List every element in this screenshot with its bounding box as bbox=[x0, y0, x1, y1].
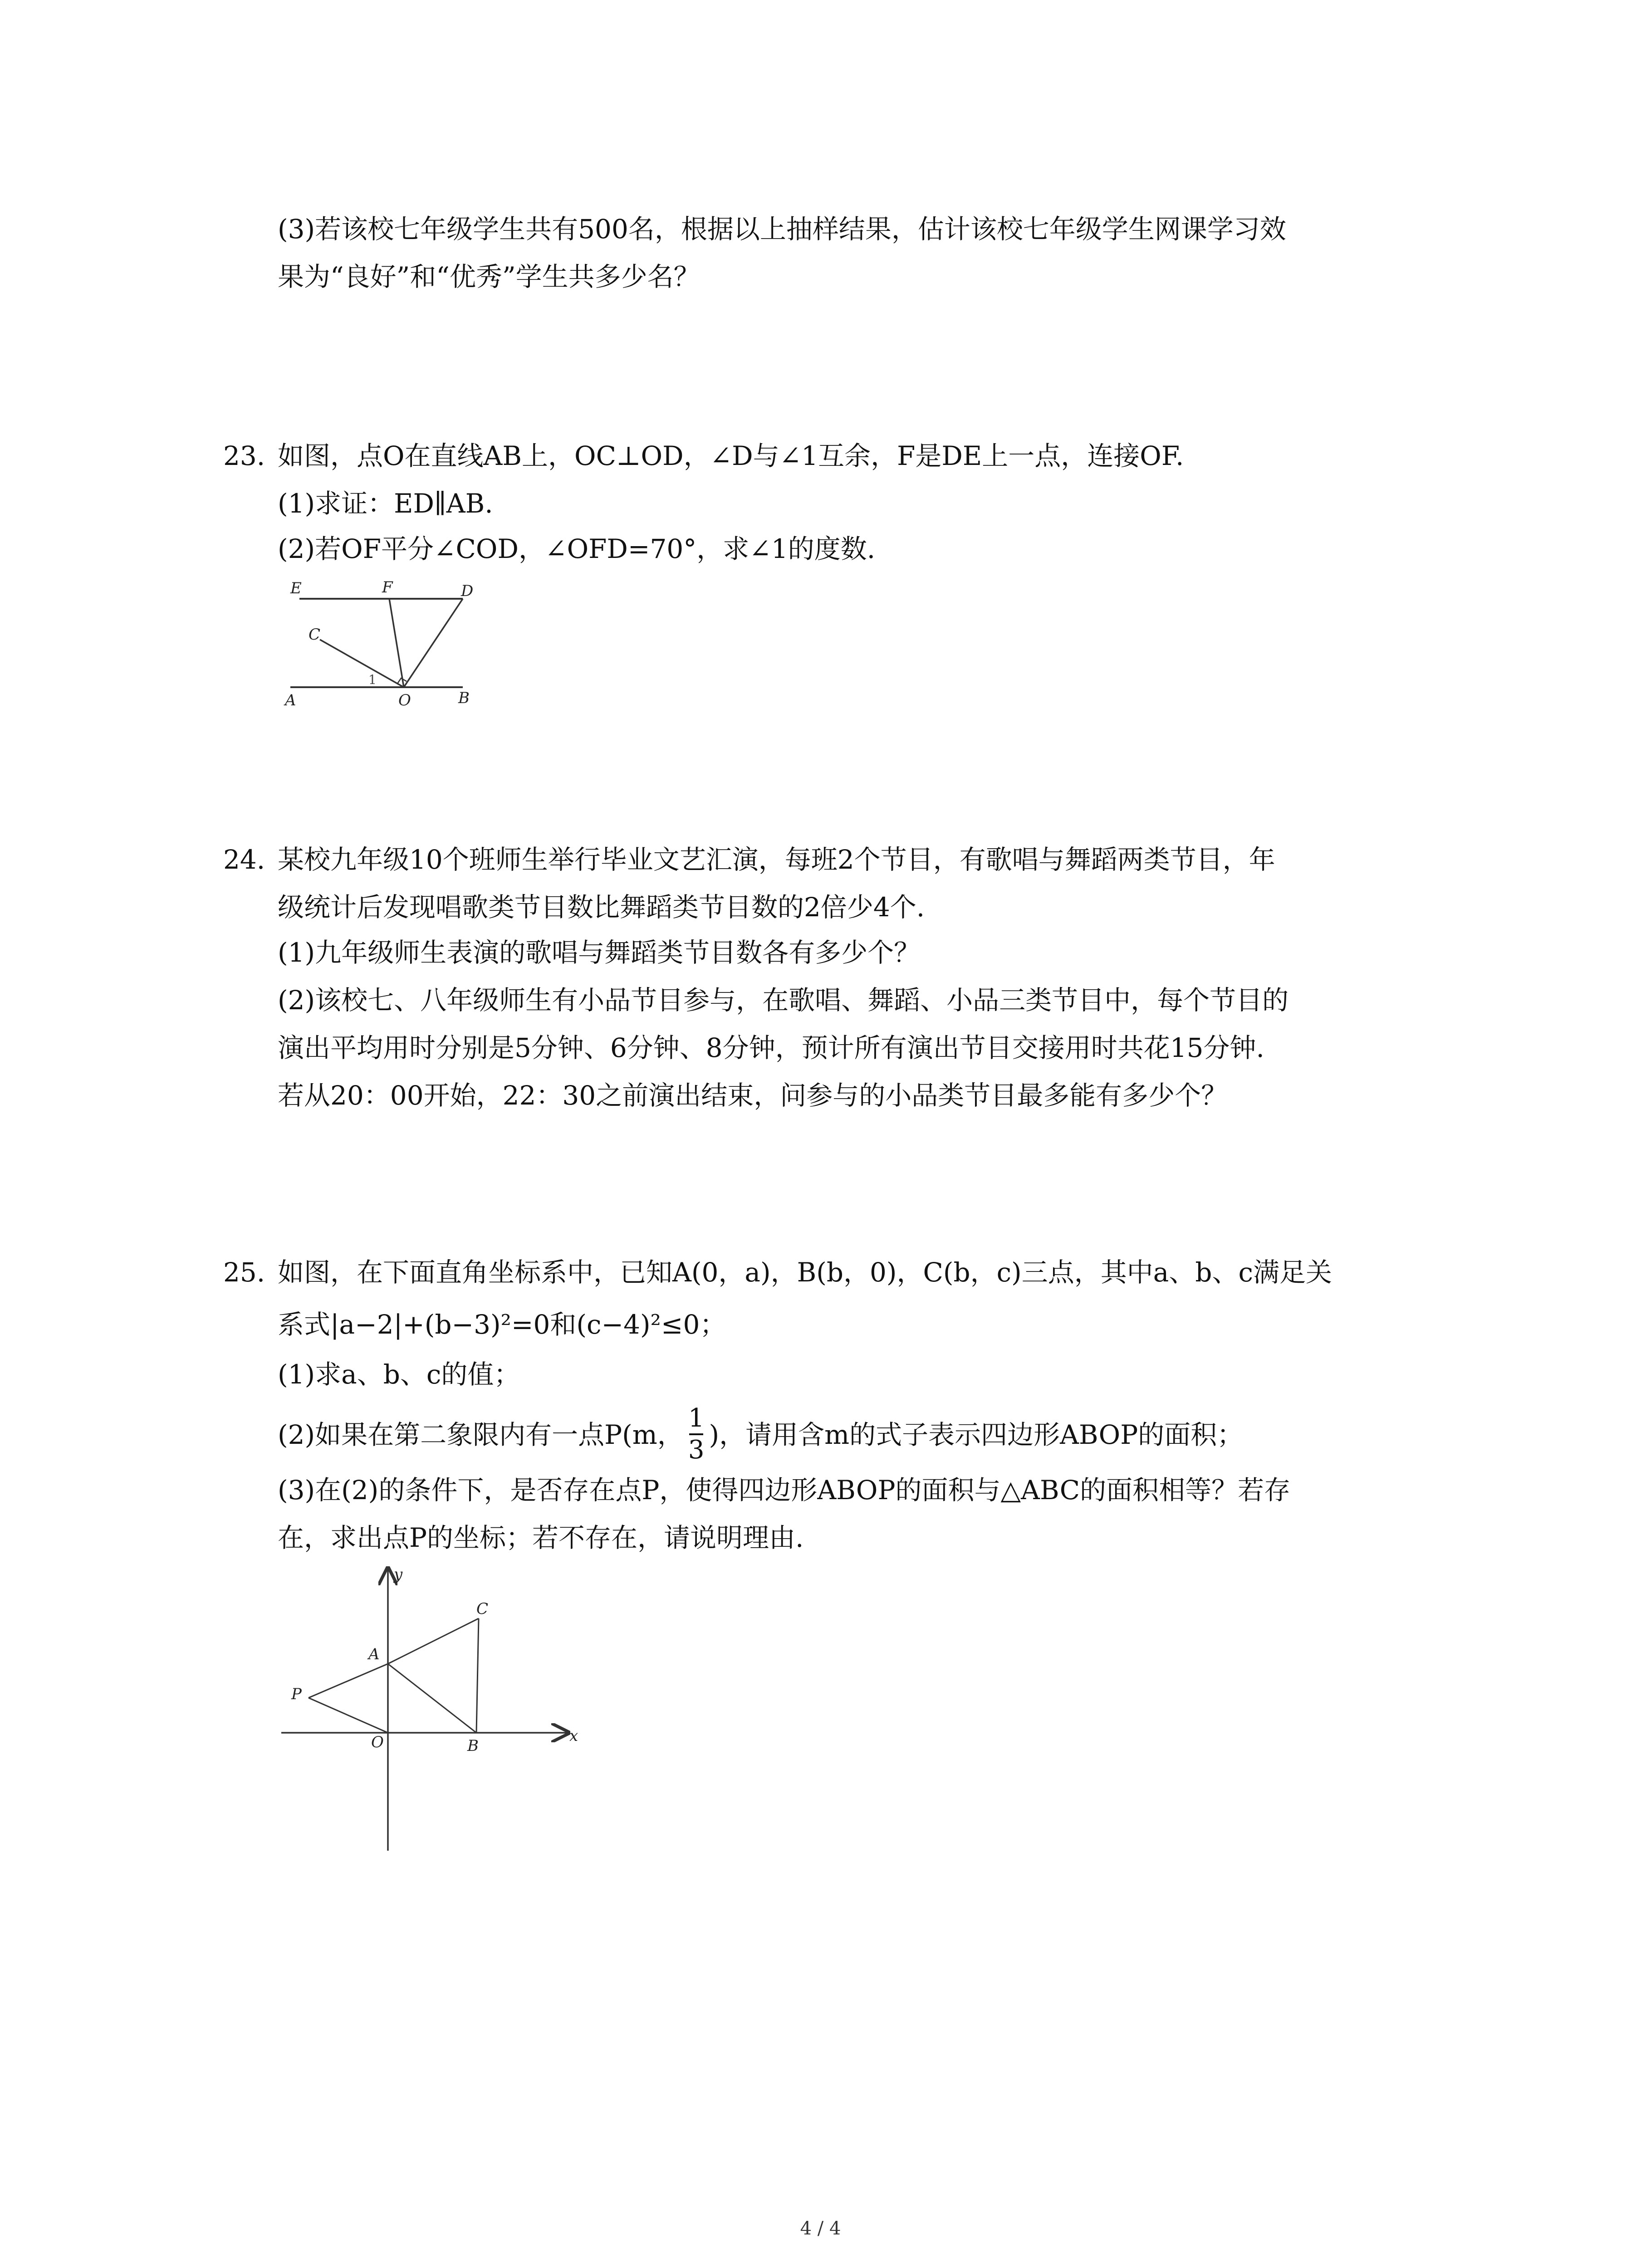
q24-part1: (1)九年级师生表演的歌唱与舞蹈类节目数各有多少个？ bbox=[278, 937, 921, 968]
q25-part2 bbox=[278, 1403, 1244, 1468]
q25-part3-line1: (3)在(2)的条件下，是否存在点P，使得四边形ABOP的面积与△ABC的面积相等？若存 bbox=[278, 1475, 1291, 1505]
fraction-one-third bbox=[688, 1403, 705, 1465]
q24-stem-line2: 级统计后发现唱歌类节目数比舞蹈类节目数的2倍少4个. bbox=[278, 892, 925, 923]
q25-stem-line2: 系式|a−2|+(b−3)²=0和(c−4)²≤0； bbox=[278, 1309, 726, 1340]
segment-OC bbox=[320, 640, 404, 687]
label-F: F bbox=[382, 578, 393, 596]
label-C: C bbox=[309, 626, 321, 644]
label-A: A bbox=[285, 691, 296, 709]
label-O: O bbox=[371, 1733, 384, 1751]
q23-part1: (1)求证：ED∥AB. bbox=[278, 488, 493, 519]
q24-part2-line3: 若从20：00开始，22：30之前演出结束，问参与的小品类节目最多能有多少个？ bbox=[278, 1080, 1228, 1111]
q22-part3-line2: 果为“良好”和“优秀”学生共多少名？ bbox=[278, 261, 700, 292]
label-D: D bbox=[461, 582, 474, 600]
segment-OF bbox=[389, 599, 404, 687]
q23-number: 23. bbox=[223, 440, 265, 471]
q25-part1: (1)求a、b、c的值； bbox=[278, 1359, 520, 1390]
q23-part2: (2)若OF平分∠COD，∠OFD=70°，求∠1的度数. bbox=[278, 533, 876, 564]
q25-part2-before: (2)如果在第二象限内有一点P(m， bbox=[278, 1419, 684, 1451]
segment-PO bbox=[309, 1698, 388, 1733]
q24-number: 24. bbox=[223, 844, 265, 875]
q25-number: 25. bbox=[223, 1257, 265, 1288]
q23-stem: 如图，点O在直线AB上，OC⊥OD，∠D与∠1互余，F是DE上一点，连接OF. bbox=[278, 440, 1184, 471]
page-number: 4 / 4 bbox=[800, 2218, 841, 2239]
q24-part2-line2: 演出平均用时分别是5分钟、6分钟、8分钟，预计所有演出节目交接用时共花15分钟. bbox=[278, 1032, 1264, 1063]
segment-AB bbox=[388, 1664, 476, 1733]
label-angle-1: 1 bbox=[368, 672, 377, 687]
label-O: O bbox=[398, 691, 411, 709]
q25-part2-after: )，请用含m的式子表示四边形ABOP的面积； bbox=[709, 1419, 1244, 1451]
segment-OD bbox=[404, 599, 463, 687]
fraction-numerator: 1 bbox=[688, 1403, 705, 1433]
label-B: B bbox=[458, 689, 470, 707]
fraction-denominator: 3 bbox=[688, 1435, 705, 1465]
segment-AC bbox=[388, 1618, 479, 1664]
segment-CB bbox=[476, 1618, 479, 1733]
label-C: C bbox=[476, 1600, 489, 1618]
q23-figure bbox=[272, 576, 481, 712]
q24-part2-line1: (2)该校七、八年级师生有小品节目参与，在歌唱、舞蹈、小品三类节目中，每个节目的 bbox=[278, 985, 1289, 1016]
label-B: B bbox=[467, 1737, 479, 1755]
label-A: A bbox=[368, 1645, 380, 1663]
label-x: x bbox=[569, 1727, 578, 1745]
q22-part3-line1: (3)若该校七年级学生共有500名，根据以上抽样结果，估计该校七年级学生网课学习效 bbox=[278, 214, 1286, 244]
q25-part3-line2: 在，求出点P的坐标；若不存在，请说明理由. bbox=[278, 1522, 804, 1553]
segment-PA bbox=[309, 1664, 388, 1698]
q25-stem-line1: 如图，在下面直角坐标系中，已知A(0，a)，B(b，0)，C(b，c)三点，其中a、b、c满足关 bbox=[278, 1257, 1332, 1288]
label-y: y bbox=[394, 1565, 403, 1584]
label-E: E bbox=[290, 579, 302, 597]
label-P: P bbox=[291, 1685, 302, 1703]
q25-coordinate-figure bbox=[272, 1560, 590, 1851]
q24-stem-line1: 某校九年级10个班师生举行毕业文艺汇演，每班2个节目，有歌唱与舞蹈两类节目，年 bbox=[278, 844, 1275, 875]
